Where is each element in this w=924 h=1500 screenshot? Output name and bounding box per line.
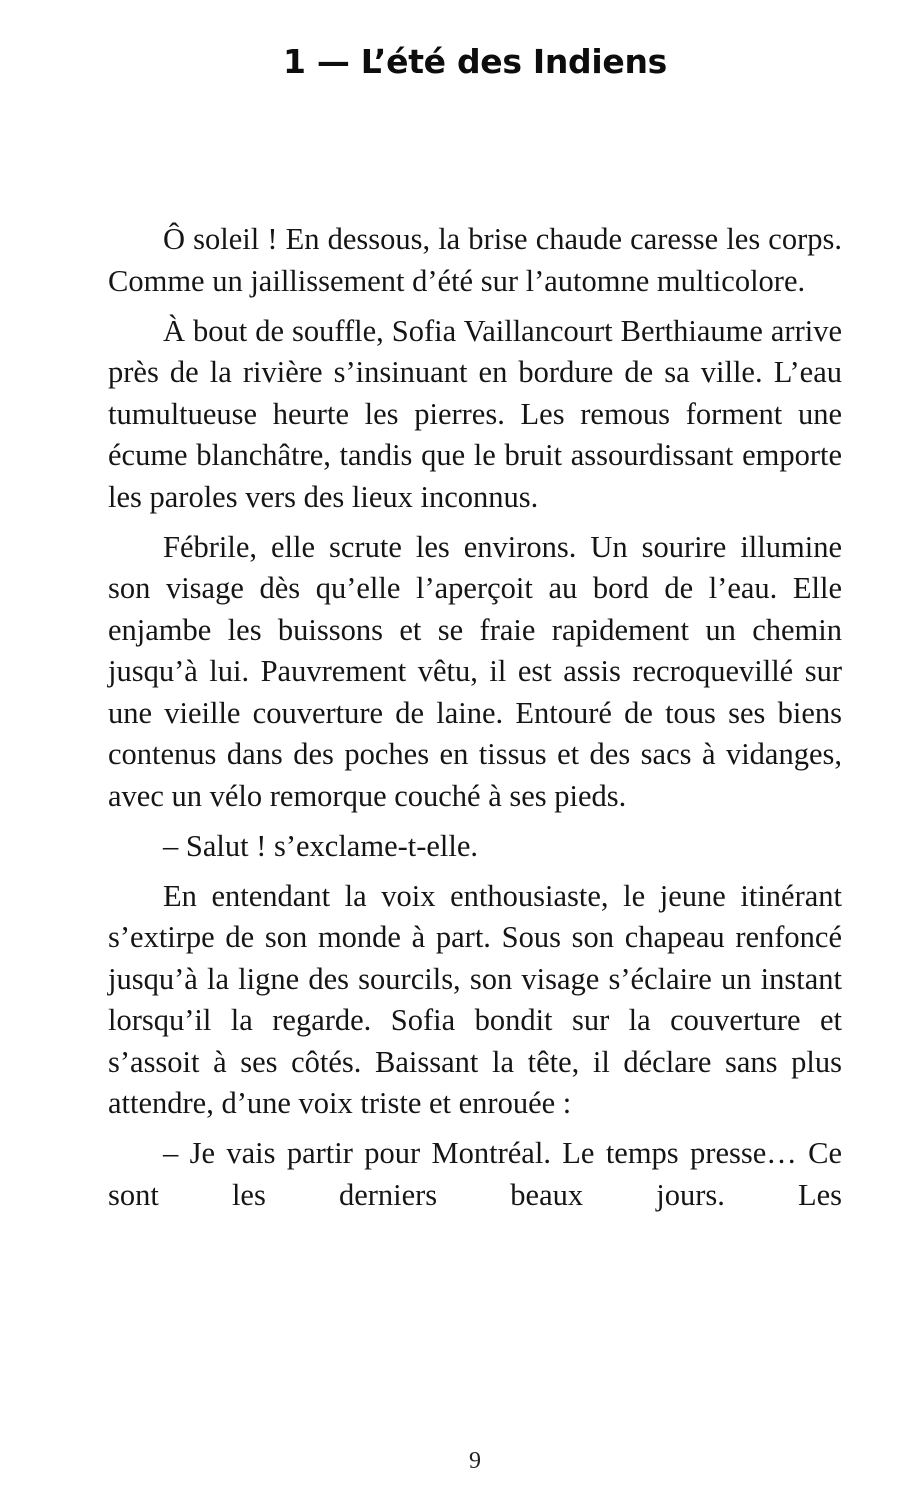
- dialogue-line: – Je vais partir pour Montréal. Le temps presse… Ce sont les derniers beaux jours. Les: [108, 1136, 842, 1212]
- paragraph: En entendant la voix enthousiaste, le jeune itinérant s’extirpe de son monde à part. Sous son chapeau renfoncé jusqu’à la ligne des sourcils, son visage s’éclaire un instant lorsqu’il la regarde. Sofia bondit sur la couverture et s’assoit à ses côtés. Baissant la tête, il déclare sans plus attendre, d’une voix triste et enrouée :: [108, 878, 842, 1120]
- page-number: 9: [469, 1448, 481, 1474]
- paragraph: Fébrile, elle scrute les environs. Un sourire illumine son visage dès qu’elle l’aperçoit au bord de l’eau. Elle enjambe les buissons et se fraie rapidement un chemin jusqu’à lui. Pauvrement vêtu, il est assis recroquevillé sur une vieille couverture de laine. Entouré de tous ses biens contenus dans des poches en tissus et des sacs à vidanges, avec un vélo remorque couché à ses pieds.: [108, 529, 842, 813]
- dialogue-line: – Salut ! s’exclame-t-elle.: [163, 828, 479, 863]
- paragraph: Ô soleil ! En dessous, la brise chaude caresse les corps. Comme un jaillissement d’été sur l’automne multicolore.: [108, 222, 842, 298]
- body-text: [108, 219, 842, 1225]
- chapter-title: 1 — L’été des Indiens: [283, 42, 667, 81]
- paragraph: À bout de souffle, Sofia Vaillancourt Berthiaume arrive près de la rivière s’insinuant en bordure de sa ville. L’eau tumultueuse heurte les pierres. Les remous forment une écume blanchâtre, tandis que le bruit assourdissant emporte les paroles vers des lieux inconnus.: [108, 313, 842, 514]
